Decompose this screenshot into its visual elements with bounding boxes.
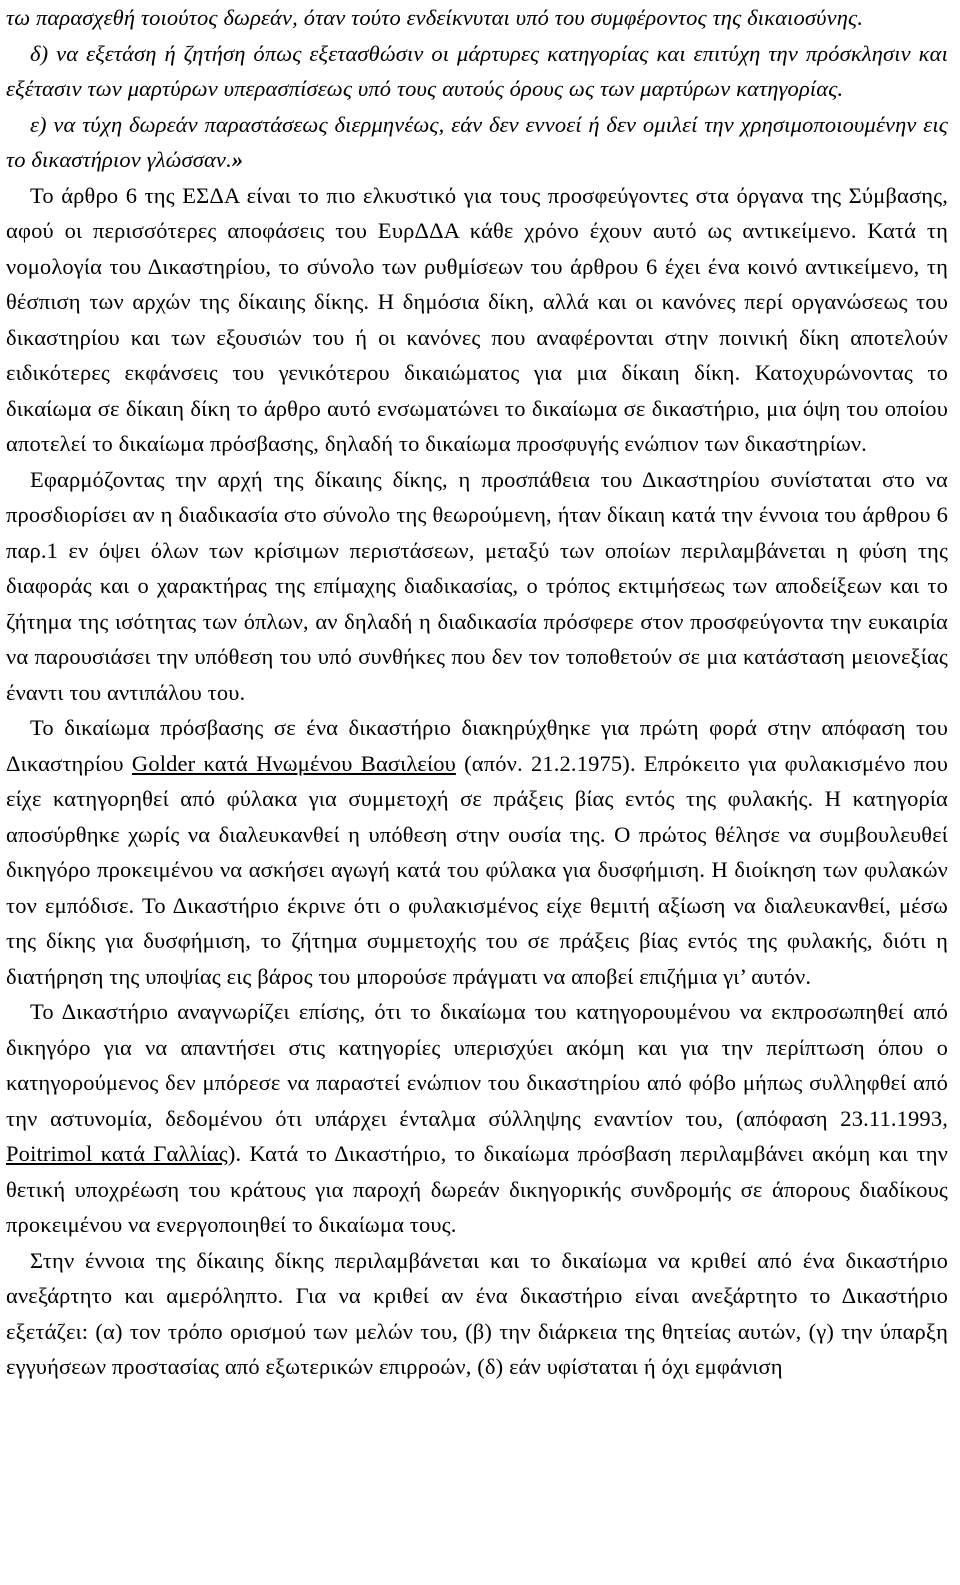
quote-item-e-text: ε) να τύχη δωρεάν παραστάσεως διερμηνέως, εάν δεν εννοεί ή δεν ομιλεί την χρησιμοποιουμένην εις το δικαστήριον γλώσσαν. — [6, 111, 948, 172]
quote-intro-paragraph: τω παρασχεθή τοιούτος δωρεάν, όταν τούτο ενδείκνυται υπό του συμφέροντος της δικαιοσύνης. — [6, 5, 864, 30]
poitrimol-case-reference: Poitrimol κατά Γαλλίας — [6, 1141, 228, 1166]
paragraph-golder-text-before: Το δικαίωμα πρόσβασης σε ένα δικαστήριο διακηρύχθηκε για πρώτη φορά στην απόφαση του Δικαστηρίου — [6, 715, 948, 776]
paragraph-golder-case — [6, 710, 948, 994]
paragraph-golder-text-after: (απόν. 21.2.1975). Επρόκειτο για φυλακισμένο που είχε κατηγορηθεί από φύλακα για συμμετοχή σε πράξεις βίας εντός της φυλακής. Η κατηγορία αποσύρθηκε χωρίς να διαλευκανθεί η υπόθεση στην ουσία της. Ο πρώτος θέλησε να συμβουλευθεί δικηγόρο προκειμένου να ασκήσει αγωγή κατά του φύλακα για δυσφήμιση. Η διοίκηση των φυλακών τον εμπόδισε. Το Δικαστήριο έκρινε ότι ο φυλακισμένος είχε θεμιτή αξίωση να διαλευκανθεί, μέσω της δίκης για δυσφήμιση, το ζήτημα συμμετοχής του σε πράξεις βίας εντός της φυλακής, διότι η διατήρηση της υποψίας εις βάρος του μπορούσε πράγματι να αποβεί επιζήμια γι’ αυτόν. — [6, 750, 948, 989]
paragraph-poitrimol-case — [6, 994, 948, 1243]
paragraph-poitrimol-text-before: Το Δικαστήριο αναγνωρίζει επίσης, ότι το δικαίωμα του κατηγορουμένου να εκπροσωπηθεί από δικηγόρο για να απαντήσει στις κατηγορίες υπερισχύει ακόμη και για την περίπτωση όπου ο κατηγορούμενος δεν μπόρεσε να παραστεί ενώπιον του δικαστηρίου από φόβο μήπως συλληφθεί από την αστυνομία, δεδομένου ότι υπάρχει ένταλμα σύλληψης εναντίον του, (απόφαση 23.11.1993, — [6, 999, 948, 1131]
quote-item-e — [6, 107, 948, 178]
quote-item-d: δ) να εξετάση ή ζητήση όπως εξετασθώσιν οι μάρτυρες κατηγορίας και επιτύχη την πρόσκλησιν και εξέτασιν των μαρτύρων υπερασπίσεως υπό τους αυτούς όρους ως των μαρτύρων κατηγορίας. — [6, 40, 948, 101]
quote-close-mark: » — [231, 147, 244, 172]
paragraph-independent-tribunal: Στην έννοια της δίκαιης δίκης περιλαμβάνεται και το δικαίωμα να κριθεί από ένα δικαστήριο ανεξάρτητο και αμερόληπτο. Για να κριθεί αν ένα δικαστήριο είναι ανεξάρτητο το Δικαστήριο εξετάζει: (α) τον τρόπο ορισμού των μελών του, (β) την διάρκεια της θητείας αυτών, (γ) την ύπαρξη εγγυήσεων προστασίας από εξωτερικών επιρροών, (δ) εάν υφίσταται ή όχι εμφάνιση — [6, 1247, 948, 1379]
paragraph-fair-trial-principle: Εφαρμόζοντας την αρχή της δίκαιης δίκης, η προσπάθεια του Δικαστηρίου συνίσταται στο να προσδιορίσει αν η διαδικασία στο σύνολο της θεωρούμενη, ήταν δίκαιη κατά την έννοια του άρθρου 6 παρ.1 εν όψει όλων των κρίσιμων περιστάσεων, μεταξύ των οποίων περιλαμβάνεται η φύση της διαφοράς και ο χαρακτήρας της επίμαχης διαδικασίας, ο τρόπος εκτιμήσεως των αποδείξεων και το ζήτημα της ισότητας των όπλων, αν δηλαδή η διαδικασία πρόσφερε στον προσφεύγοντα την ευκαιρία να παρουσιάσει την υπόθεση του υπό συνθήκες που δεν τον τοποθετούν σε μια κατάσταση μειονεξίας έναντι του αντιπάλου του. — [6, 466, 948, 705]
paragraph-article6: Το άρθρο 6 της ΕΣΔΑ είναι το πιο ελκυστικό για τους προσφεύγοντες στα όργανα της Σύμβασης, αφού οι περισσότερες αποφάσεις του ΕυρΔΔΑ κάθε χρόνο έχουν αυτό ως αντικείμενο. Κατά τη νομολογία του Δικαστηρίου, το σύνολο των ρυθμίσεων του άρθρου 6 έχει ένα κοινό αντικείμενο, τη θέσπιση των αρχών της δίκαιης δίκης. Η δημόσια δίκη, αλλά και οι κανόνες περί οργανώσεως του δικαστηρίου και των εξουσιών του ή οι κανόνες που αναφέρονται στην ποινική δίκη αποτελούν ειδικότερες εκφάνσεις του γενικότερου δικαιώματος για μια δίκαιη δίκη. Κατοχυρώνοντας το δικαίωμα σε δίκαιη δίκη το άρθρο αυτό ενσωματώνει το δικαίωμα σε δικαστήριο, μια όψη του οποίου αποτελεί το δικαίωμα πρόσβασης, δηλαδή το δικαίωμα προσφυγής ενώπιον των δικαστηρίων. — [6, 182, 948, 456]
paragraph-poitrimol-text-after: ). Κατά το Δικαστήριο, το δικαίωμα πρόσβαση περιλαμβάνει ακόμη και την θετική υποχρέωση του κράτους για παροχή δωρεάν δικηγορικής συνδρομής σε άπορους διαδίκους προκειμένου να ενεργοποιηθεί το δικαίωμα τους. — [6, 1141, 949, 1237]
golder-case-reference: Golder κατά Ηνωμένου Βασιλείου — [131, 750, 456, 776]
